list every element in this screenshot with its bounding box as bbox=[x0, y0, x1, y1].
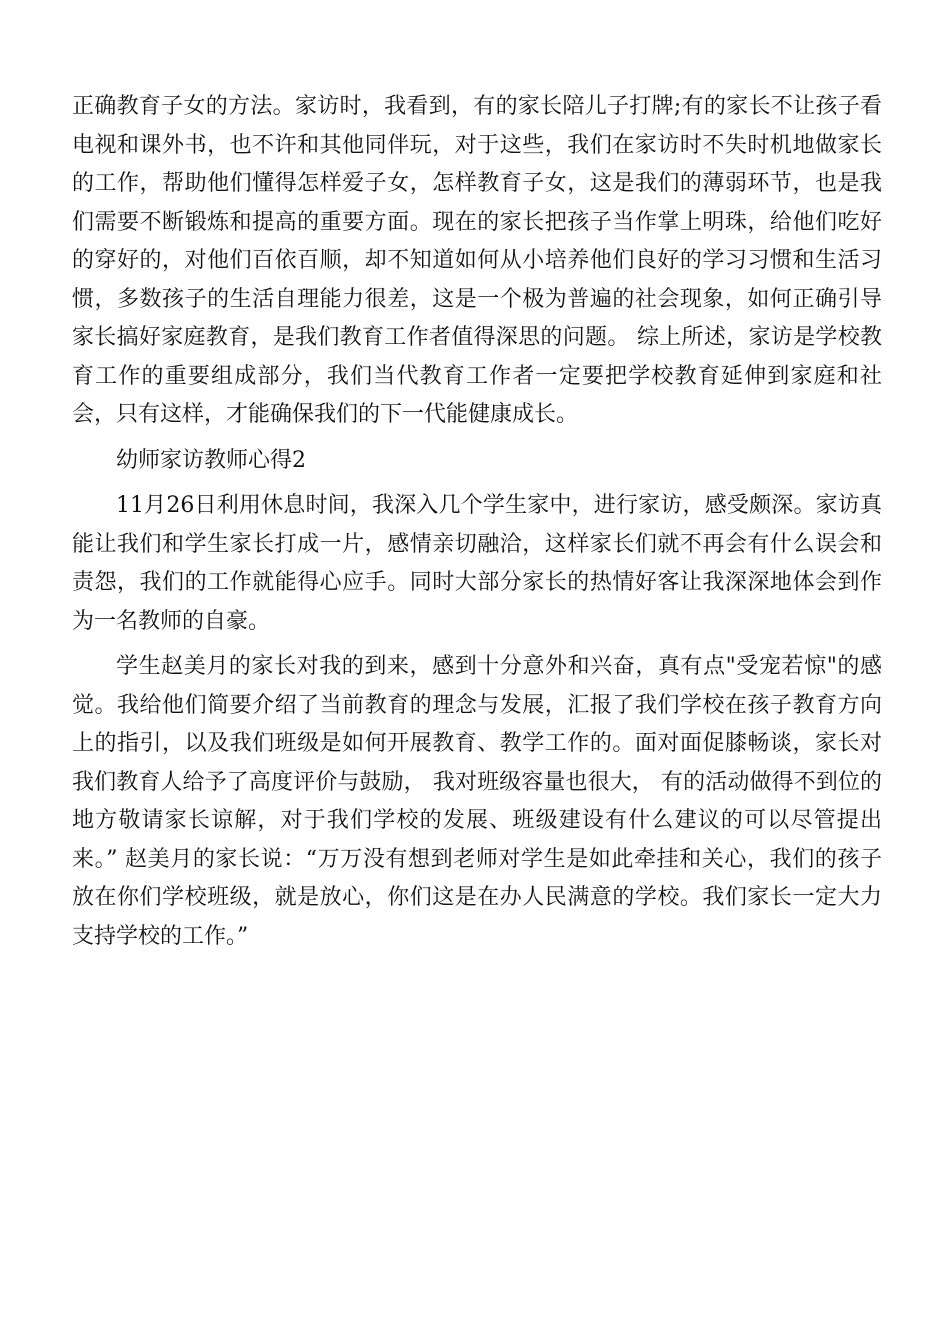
section-heading: 幼师家访教师心得2 bbox=[116, 447, 306, 473]
paragraph-home-visit-intro: 11月26日利用休息时间，我深入几个学生家中，进行家访，感受颇深。家访真能让我们和学生家长打成一片，感情亲切融洽，这样家长们就不再会有什么误会和责怨，我们的工作就能得心应手。同时大部分家长的热情好客让我深深地体会到作为一名教师的自豪。 bbox=[72, 493, 882, 634]
paragraph-continuation: 正确教育子女的方法。家访时，我看到，有的家长陪儿子打牌;有的家长不让孩子看电视和课外书，也不许和其他同伴玩，对于这些，我们在家访时不失时机地做家长的工作，帮助他们懂得怎样爱子女，怎样教育子女，这是我们的薄弱环节，也是我们需要不断锻炼和提高的重要方面。现在的家长把孩子当作掌上明珠，给他们吃好的穿好的，对他们百依百顺，却不知道如何从小培养他们良好的学习习惯和生活习惯，多数孩子的生活自理能力很差，这是一个极为普遍的社会现象，如何正确引导家长搞好家庭教育，是我们教育工作者值得深思的问题。 综上所述，家访是学校教育工作的重要组成部分，我们当代教育工作者一定要把学校教育延伸到家庭和社会，只有这样，才能确保我们的下一代能健康成长。 bbox=[72, 94, 882, 427]
paragraph-zhao-meiyue-visit: 学生赵美月的家长对我的到来，感到十分意外和兴奋，真有点"受宠若惊"的感觉。我给他们简要介绍了当前教育的理念与发展，汇报了我们学校在孩子教育方向上的指引，以及我们班级是如何开展教育、教学工作的。面对面促膝畅谈，家长对我们教育人给予了高度评价与鼓励， 我对班级容量也很大， 有的活动做得不到位的地方敬请家长谅解，对于我们学校的发展、班级建设有什么建议的可以尽管提出来。” 赵美月的家长说：“万万没有想到老师对学生是如此牵挂和关心，我们的孩子放在你们学校班级，就是放心，你们这是在办人民满意的学校。我们家长一定大力支持学校的工作。” bbox=[72, 654, 882, 949]
